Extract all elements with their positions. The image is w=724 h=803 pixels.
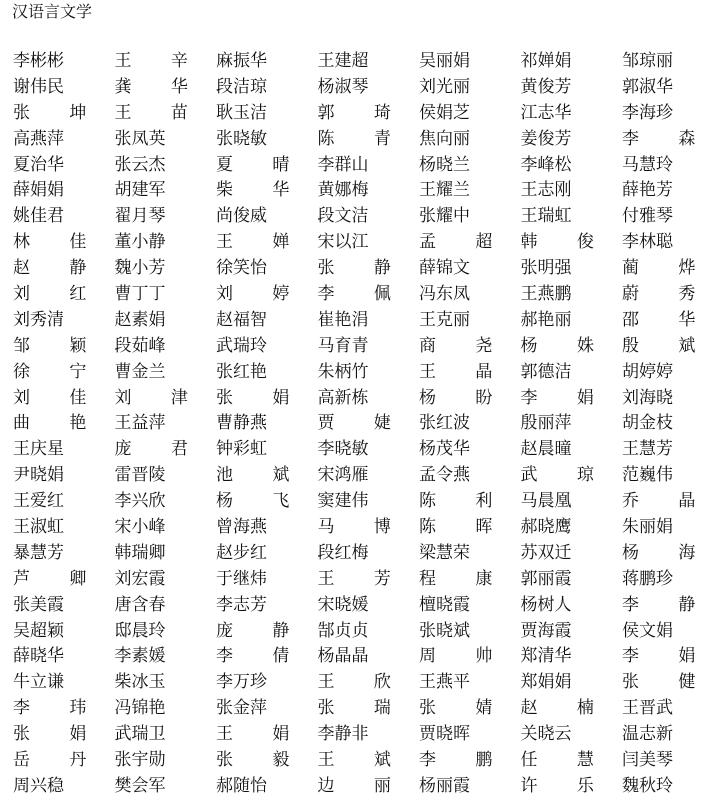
name-cell: 赵晨曈 <box>520 439 572 460</box>
name-cell: 王慧芳 <box>622 439 673 460</box>
name-cell: 周兴稳 <box>13 775 64 796</box>
name-cell: 冯锦艳 <box>114 698 166 719</box>
name-cell: 刘秀清 <box>13 309 64 330</box>
name-cell: 徐 宁 <box>13 361 104 382</box>
name-cell: 王 欣 <box>317 672 408 693</box>
name-cell: 牛立谦 <box>13 672 64 693</box>
name-cell: 曹金兰 <box>114 361 166 382</box>
name-cell: 李静非 <box>317 724 369 745</box>
name-cell: 李 森 <box>622 128 713 149</box>
name-cell: 王耀兰 <box>419 180 470 201</box>
name-cell: 张 健 <box>622 672 713 693</box>
name-cell: 冯东凤 <box>419 284 470 305</box>
name-cell: 胡金枝 <box>622 413 673 434</box>
name-cell: 于继炜 <box>216 568 267 589</box>
name-cell: 郜贞贞 <box>317 620 369 641</box>
name-cell: 魏小芳 <box>114 258 166 279</box>
name-cell: 杨树人 <box>520 594 572 615</box>
name-cell: 王志刚 <box>520 180 572 201</box>
name-cell: 关晓云 <box>520 724 572 745</box>
name-cell: 张明强 <box>520 258 572 279</box>
name-cell: 赵步红 <box>216 542 267 563</box>
name-cell: 薛锦文 <box>419 258 470 279</box>
name-cell: 贾晓晖 <box>419 724 470 745</box>
name-cell: 张云杰 <box>114 154 166 175</box>
name-cell: 刘 佳 <box>13 387 104 408</box>
name-cell: 杨 盼 <box>419 387 510 408</box>
name-cell: 刘光丽 <box>419 76 470 97</box>
name-cell: 李万珍 <box>216 672 267 693</box>
name-cell: 薛艳芳 <box>622 180 673 201</box>
name-cell: 焦向丽 <box>419 128 470 149</box>
name-cell: 张耀中 <box>419 206 470 227</box>
name-cell: 唐含春 <box>114 594 166 615</box>
name-cell: 李 娟 <box>520 387 611 408</box>
name-cell: 张晓斌 <box>419 620 470 641</box>
name-cell: 曹丁丁 <box>114 284 166 305</box>
name-cell: 杨 姝 <box>520 335 611 356</box>
name-cell: 祁婵娟 <box>520 51 572 71</box>
name-cell: 赵素娟 <box>114 309 166 330</box>
name-cell: 刘 津 <box>114 387 205 408</box>
name-cell: 朱柄竹 <box>317 361 369 382</box>
name-cell: 崔艳涓 <box>317 309 369 330</box>
name-cell: 郝艳丽 <box>520 309 572 330</box>
name-cell: 王 芳 <box>317 568 408 589</box>
name-cell: 尚俊威 <box>216 206 267 227</box>
name-cell: 蔚 秀 <box>622 284 713 305</box>
name-cell: 李彬彬 <box>13 51 64 71</box>
name-cell: 李兴欣 <box>114 491 166 512</box>
name-cell: 林 佳 <box>13 232 104 253</box>
name-cell: 杨晓兰 <box>419 154 470 175</box>
name-cell: 檀晓霞 <box>419 594 470 615</box>
name-cell: 杨丽霞 <box>419 775 470 796</box>
name-cell: 高燕萍 <box>13 128 64 149</box>
name-cell: 李群山 <box>317 154 369 175</box>
name-cell: 刘宏霞 <box>114 568 166 589</box>
name-cell: 邹琼丽 <box>622 51 673 71</box>
name-cell: 段洁琼 <box>216 76 267 97</box>
name-cell: 庞 君 <box>114 439 205 460</box>
name-cell: 段文洁 <box>317 206 369 227</box>
name-cell: 黄娜梅 <box>317 180 369 201</box>
name-cell: 殷 斌 <box>622 335 713 356</box>
name-cell: 殷丽萍 <box>520 413 572 434</box>
name-cell: 贾 婕 <box>317 413 408 434</box>
name-cell: 武 琼 <box>520 465 611 486</box>
name-cell: 邹 颖 <box>13 335 104 356</box>
name-cell: 王益萍 <box>114 413 166 434</box>
name-cell: 宋小峰 <box>114 517 166 538</box>
name-cell: 张红艳 <box>216 361 267 382</box>
name-cell: 郭淑华 <box>622 76 673 97</box>
name-cell: 王建超 <box>317 51 369 71</box>
name-cell: 王 婵 <box>216 232 307 253</box>
name-cell: 池 斌 <box>216 465 307 486</box>
name-cell: 董小静 <box>114 232 166 253</box>
name-cell: 陈 晖 <box>419 517 510 538</box>
name-cell: 杨晶晶 <box>317 646 369 667</box>
name-cell: 王晋武 <box>622 698 673 719</box>
name-cell: 商 尧 <box>419 335 510 356</box>
name-cell: 尹晓娟 <box>13 465 64 486</box>
name-cell: 夏 晴 <box>216 154 307 175</box>
name-cell: 宋以江 <box>317 232 369 253</box>
name-cell: 邵 华 <box>622 309 713 330</box>
name-cell: 李 娟 <box>622 646 713 667</box>
name-cell: 宋鸿雁 <box>317 465 369 486</box>
name-cell: 陈 青 <box>317 128 408 149</box>
name-cell: 贾海霞 <box>520 620 572 641</box>
name-cell: 李峰松 <box>520 154 572 175</box>
name-cell: 胡婷婷 <box>622 361 673 382</box>
name-cell: 胡建军 <box>114 180 166 201</box>
name-cell: 边 丽 <box>317 775 408 796</box>
name-cell: 蒋鹏珍 <box>622 568 673 589</box>
name-cell: 王淑虹 <box>13 517 64 538</box>
name-cell: 吴丽娟 <box>419 51 470 71</box>
name-cell: 侯文娟 <box>622 620 673 641</box>
name-cell: 魏秋玲 <box>622 775 673 796</box>
name-cell: 王庆星 <box>13 439 64 460</box>
name-cell: 张 瑞 <box>317 698 408 719</box>
name-cell: 武瑞卫 <box>114 724 166 745</box>
name-cell: 宋晓媛 <box>317 594 369 615</box>
name-cell: 杨茂华 <box>419 439 470 460</box>
name-cell: 李 静 <box>622 594 713 615</box>
name-cell: 庞 静 <box>216 620 307 641</box>
name-cell: 赵 楠 <box>520 698 611 719</box>
name-cell: 蔺 烨 <box>622 258 713 279</box>
name-cell: 乔 晶 <box>622 491 713 512</box>
name-cell: 任 慧 <box>520 750 611 771</box>
name-cell: 钟彩虹 <box>216 439 267 460</box>
name-cell: 王燕平 <box>419 672 470 693</box>
name-cell: 樊会军 <box>114 775 166 796</box>
name-cell: 许 乐 <box>520 775 611 796</box>
name-cell: 赵福智 <box>216 309 267 330</box>
name-cell: 王 苗 <box>114 102 205 123</box>
name-cell: 张 毅 <box>216 750 307 771</box>
name-cell: 江志华 <box>520 102 572 123</box>
name-cell: 芦 卿 <box>13 568 104 589</box>
name-cell: 张 坤 <box>13 102 104 123</box>
name-cell: 曾海燕 <box>216 517 267 538</box>
name-cell: 邸晨玲 <box>114 620 166 641</box>
document-title: 汉语言文学 <box>12 2 93 21</box>
name-cell: 马育青 <box>317 335 369 356</box>
name-cell: 张 娟 <box>216 387 307 408</box>
name-cell: 薛晓华 <box>13 646 64 667</box>
name-cell: 王瑞虹 <box>520 206 572 227</box>
name-cell: 刘 婷 <box>216 284 307 305</box>
name-cell: 暴慧芳 <box>13 542 64 563</box>
name-cell: 李 玮 <box>13 698 104 719</box>
name-cell: 侯娟芝 <box>419 102 470 123</box>
name-cell: 付雅琴 <box>622 206 673 227</box>
name-cell: 郑娟娟 <box>520 672 572 693</box>
name-cell: 马慧玲 <box>622 154 673 175</box>
name-cell: 段茹峰 <box>114 335 166 356</box>
name-cell: 姜俊芳 <box>520 128 572 149</box>
name-cell: 杨 海 <box>622 542 713 563</box>
name-cell: 程 康 <box>419 568 510 589</box>
name-cell: 王爱红 <box>13 491 64 512</box>
name-cell: 张红波 <box>419 413 470 434</box>
name-cell: 郭丽霞 <box>520 568 572 589</box>
name-cell: 张 婧 <box>419 698 510 719</box>
name-cell: 王 斌 <box>317 750 408 771</box>
name-cell: 王 辛 <box>114 51 205 71</box>
name-cell: 孟令燕 <box>419 465 470 486</box>
name-cell: 谢伟民 <box>13 76 64 97</box>
name-cell: 李志芳 <box>216 594 267 615</box>
name-cell: 李 鹏 <box>419 750 510 771</box>
name-cell: 马晨凰 <box>520 491 572 512</box>
name-cell: 雷晋陵 <box>114 465 166 486</box>
name-cell: 岳 丹 <box>13 750 104 771</box>
name-cell: 马 博 <box>317 517 408 538</box>
name-cell: 姚佳君 <box>13 206 64 227</box>
name-cell: 郭德洁 <box>520 361 572 382</box>
name-cell: 徐笑怡 <box>216 258 267 279</box>
name-cell: 刘 红 <box>13 284 104 305</box>
name-cell: 张美霞 <box>13 594 64 615</box>
name-cell: 王燕鹏 <box>520 284 572 305</box>
name-cell: 陈 利 <box>419 491 510 512</box>
name-cell: 薛娟娟 <box>13 180 64 201</box>
name-cell: 龚 华 <box>114 76 205 97</box>
name-cell: 范巍伟 <box>622 465 673 486</box>
name-cell: 郭 琦 <box>317 102 408 123</box>
name-cell: 李 佩 <box>317 284 408 305</box>
name-cell: 翟月琴 <box>114 206 166 227</box>
name-roster-grid <box>13 49 724 800</box>
name-cell: 周 帅 <box>419 646 510 667</box>
name-cell: 孟 超 <box>419 232 510 253</box>
name-cell: 梁慧荣 <box>419 542 470 563</box>
name-cell: 曲 艳 <box>13 413 104 434</box>
name-cell: 温志新 <box>622 724 673 745</box>
name-cell: 段红梅 <box>317 542 369 563</box>
name-cell: 张晓敏 <box>216 128 267 149</box>
name-cell: 刘海晓 <box>622 387 673 408</box>
name-cell: 李海珍 <box>622 102 673 123</box>
name-cell: 张 静 <box>317 258 408 279</box>
name-cell: 黄俊芳 <box>520 76 572 97</box>
name-cell: 张 娟 <box>13 724 104 745</box>
name-cell: 郑清华 <box>520 646 572 667</box>
name-cell: 李晓敏 <box>317 439 369 460</box>
name-cell: 夏治华 <box>13 154 64 175</box>
name-cell: 麻振华 <box>216 51 267 71</box>
name-cell: 张金萍 <box>216 698 267 719</box>
name-cell: 韩瑞卿 <box>114 542 166 563</box>
name-cell: 李素媛 <box>114 646 166 667</box>
name-cell: 耿玉洁 <box>216 102 267 123</box>
name-cell: 柴 华 <box>216 180 307 201</box>
name-cell: 张凤英 <box>114 128 166 149</box>
name-cell: 郝随怡 <box>216 775 267 796</box>
name-cell: 柴冰玉 <box>114 672 166 693</box>
name-cell: 苏双迁 <box>520 542 572 563</box>
name-cell: 武瑞玲 <box>216 335 267 356</box>
name-cell: 李 倩 <box>216 646 307 667</box>
name-cell: 王克丽 <box>419 309 470 330</box>
name-cell: 韩 俊 <box>520 232 611 253</box>
name-cell: 赵 静 <box>13 258 104 279</box>
name-cell: 闫美琴 <box>622 750 673 771</box>
name-cell: 李林聪 <box>622 232 673 253</box>
name-cell: 杨淑琴 <box>317 76 369 97</box>
name-cell: 张宇勋 <box>114 750 166 771</box>
name-cell: 吴超颖 <box>13 620 64 641</box>
name-cell: 郝晓鹰 <box>520 517 572 538</box>
name-cell: 朱丽娟 <box>622 517 673 538</box>
name-cell: 王 晶 <box>419 361 510 382</box>
name-cell: 窦建伟 <box>317 491 369 512</box>
name-cell: 高新栋 <box>317 387 369 408</box>
name-cell: 王 娟 <box>216 724 307 745</box>
name-cell: 曹静燕 <box>216 413 267 434</box>
name-cell: 杨 飞 <box>216 491 307 512</box>
